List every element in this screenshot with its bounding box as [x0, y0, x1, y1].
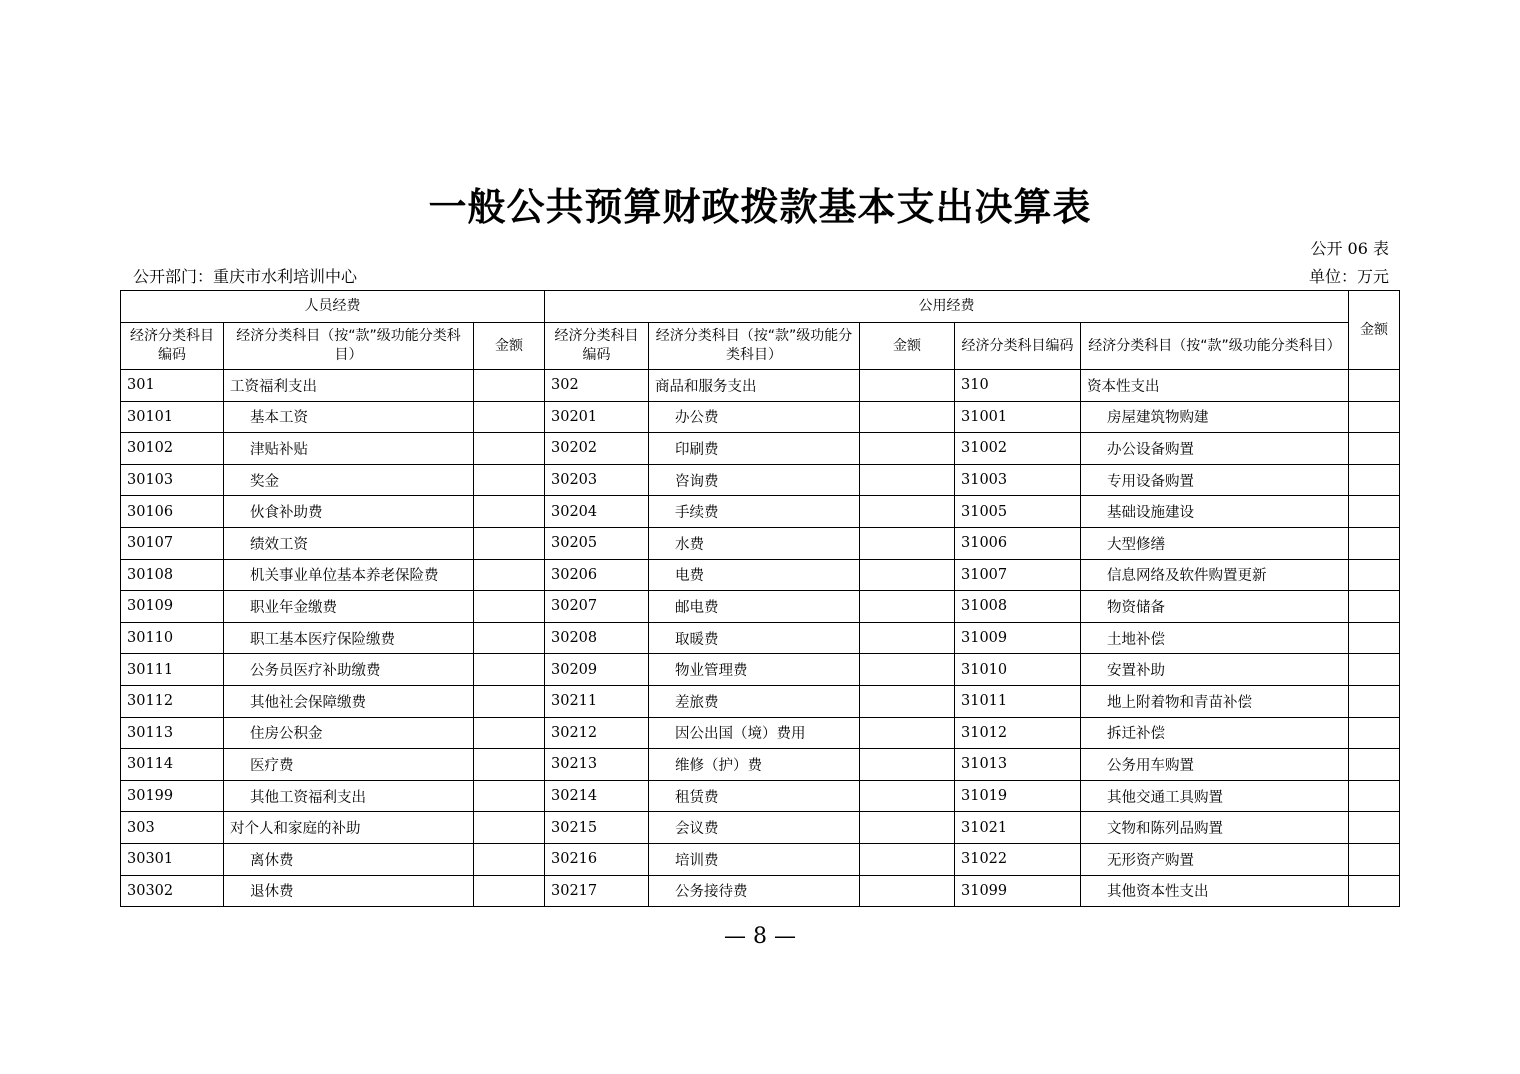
unit-label: 单位：万元 — [1308, 267, 1389, 286]
subject-cell: 拆迁补偿 — [1081, 717, 1349, 749]
amount-cell — [860, 370, 955, 402]
amount-cell — [1349, 875, 1400, 907]
amount-cell — [860, 401, 955, 433]
amount-side-header: 金额 — [1349, 291, 1400, 370]
amount-cell — [1349, 559, 1400, 591]
column-header-row — [121, 323, 1400, 370]
subject-cell: 公务用车购置 — [1081, 749, 1349, 781]
amount-cell — [1349, 843, 1400, 875]
amount-cell — [1349, 496, 1400, 528]
subject-cell: 商品和服务支出 — [649, 370, 860, 402]
code-cell: 31019 — [955, 780, 1081, 812]
subject-cell: 因公出国（境）费用 — [649, 717, 860, 749]
table-row — [121, 812, 1400, 844]
subject-cell: 电费 — [649, 559, 860, 591]
code-cell: 30203 — [545, 464, 649, 496]
subject-cell: 对个人和家庭的补助 — [224, 812, 474, 844]
amount-cell — [474, 527, 545, 559]
table-row — [121, 875, 1400, 907]
document-title: 一般公共预算财政拨款基本支出决算表 — [428, 184, 1092, 229]
code-cell: 30205 — [545, 527, 649, 559]
amount-cell — [860, 527, 955, 559]
code-cell: 31006 — [955, 527, 1081, 559]
subject-cell: 水费 — [649, 527, 860, 559]
amount-cell — [1349, 622, 1400, 654]
amount-cell — [1349, 370, 1400, 402]
code-cell: 30110 — [121, 622, 224, 654]
amount-cell — [474, 812, 545, 844]
amount-cell — [474, 717, 545, 749]
table-row — [121, 464, 1400, 496]
code-cell: 30112 — [121, 685, 224, 717]
page-number: — 8 — — [724, 924, 796, 949]
amount-cell — [860, 496, 955, 528]
code-cell: 31008 — [955, 591, 1081, 623]
subject-cell: 伙食补助费 — [224, 496, 474, 528]
code-cell: 30211 — [545, 685, 649, 717]
code-cell: 30302 — [121, 875, 224, 907]
subject-cell: 取暖费 — [649, 622, 860, 654]
table-row — [121, 843, 1400, 875]
table-body — [121, 370, 1400, 907]
code-cell: 30208 — [545, 622, 649, 654]
amount-cell — [860, 622, 955, 654]
code-cell: 302 — [545, 370, 649, 402]
amount-cell — [474, 685, 545, 717]
code-cell: 303 — [121, 812, 224, 844]
subject-cell: 土地补偿 — [1081, 622, 1349, 654]
amount-cell — [860, 433, 955, 465]
subject-cell: 基础设施建设 — [1081, 496, 1349, 528]
code-cell: 30202 — [545, 433, 649, 465]
code-cell: 30212 — [545, 717, 649, 749]
amount-header: 金额 — [474, 323, 545, 370]
personnel-header: 人员经费 — [121, 291, 545, 323]
subject-cell: 办公费 — [649, 401, 860, 433]
public-header: 公用经费 — [545, 291, 1349, 323]
amount-cell — [1349, 780, 1400, 812]
code-cell: 310 — [955, 370, 1081, 402]
subject-cell: 无形资产购置 — [1081, 843, 1349, 875]
subject-cell: 绩效工资 — [224, 527, 474, 559]
subject-cell: 文物和陈列品购置 — [1081, 812, 1349, 844]
subject-cell: 公务接待费 — [649, 875, 860, 907]
amount-cell — [474, 559, 545, 591]
subject-cell: 房屋建筑物购建 — [1081, 401, 1349, 433]
subject-cell: 其他工资福利支出 — [224, 780, 474, 812]
table-row — [121, 780, 1400, 812]
subject-cell: 退休费 — [224, 875, 474, 907]
subject-cell: 手续费 — [649, 496, 860, 528]
subject-cell: 维修（护）费 — [649, 749, 860, 781]
amount-cell — [1349, 685, 1400, 717]
amount-cell — [860, 780, 955, 812]
code-cell: 30209 — [545, 654, 649, 686]
subject-cell: 物业管理费 — [649, 654, 860, 686]
amount-cell — [860, 717, 955, 749]
code-cell: 31022 — [955, 843, 1081, 875]
code-cell: 31010 — [955, 654, 1081, 686]
code-cell: 30111 — [121, 654, 224, 686]
amount-cell — [860, 654, 955, 686]
subject-cell: 住房公积金 — [224, 717, 474, 749]
amount-cell — [1349, 527, 1400, 559]
amount-cell — [860, 812, 955, 844]
code-cell: 31005 — [955, 496, 1081, 528]
amount-cell — [1349, 591, 1400, 623]
subject-cell: 离休费 — [224, 843, 474, 875]
subject-cell: 资本性支出 — [1081, 370, 1349, 402]
code-cell: 31011 — [955, 685, 1081, 717]
amount-cell — [474, 433, 545, 465]
table-row — [121, 717, 1400, 749]
code-cell: 31002 — [955, 433, 1081, 465]
amount-cell — [474, 591, 545, 623]
form-number: 公开 06 表 — [1310, 239, 1389, 258]
table-row — [121, 749, 1400, 781]
amount-cell — [860, 843, 955, 875]
subject-cell: 地上附着物和青苗补偿 — [1081, 685, 1349, 717]
subject-cell: 其他交通工具购置 — [1081, 780, 1349, 812]
amount-cell — [1349, 401, 1400, 433]
code-header: 经济分类科目编码 — [545, 323, 649, 370]
code-cell: 30106 — [121, 496, 224, 528]
subject-cell: 职业年金缴费 — [224, 591, 474, 623]
subject-cell: 办公设备购置 — [1081, 433, 1349, 465]
subject-cell: 医疗费 — [224, 749, 474, 781]
amount-cell — [474, 843, 545, 875]
amount-cell — [860, 875, 955, 907]
subject-cell: 咨询费 — [649, 464, 860, 496]
code-cell: 301 — [121, 370, 224, 402]
code-cell: 30107 — [121, 527, 224, 559]
subject-cell: 印刷费 — [649, 433, 860, 465]
code-cell: 31013 — [955, 749, 1081, 781]
code-cell: 30109 — [121, 591, 224, 623]
amount-cell — [860, 464, 955, 496]
table-row — [121, 527, 1400, 559]
subject-cell: 邮电费 — [649, 591, 860, 623]
budget-table — [120, 290, 1400, 907]
department-label: 公开部门：重庆市水利培训中心 — [133, 267, 358, 286]
subject-cell: 专用设备购置 — [1081, 464, 1349, 496]
table-row — [121, 370, 1400, 402]
code-cell: 30102 — [121, 433, 224, 465]
amount-cell — [860, 685, 955, 717]
subject-cell: 物资储备 — [1081, 591, 1349, 623]
table-row — [121, 622, 1400, 654]
code-cell: 30113 — [121, 717, 224, 749]
amount-cell — [1349, 812, 1400, 844]
subject-cell: 会议费 — [649, 812, 860, 844]
code-cell: 31003 — [955, 464, 1081, 496]
amount-cell — [474, 749, 545, 781]
subject-cell: 津贴补贴 — [224, 433, 474, 465]
code-header: 经济分类科目编码 — [121, 323, 224, 370]
table-row — [121, 685, 1400, 717]
amount-cell — [474, 780, 545, 812]
subject-header: 经济分类科目（按“款”级功能分类科目） — [224, 323, 474, 370]
subject-header: 经济分类科目（按“款”级功能分类科目） — [649, 323, 860, 370]
table-row — [121, 559, 1400, 591]
table-row — [121, 591, 1400, 623]
subject-cell: 信息网络及软件购置更新 — [1081, 559, 1349, 591]
amount-cell — [474, 370, 545, 402]
subject-cell: 工资福利支出 — [224, 370, 474, 402]
amount-cell — [860, 749, 955, 781]
amount-header: 金额 — [860, 323, 955, 370]
code-cell: 31099 — [955, 875, 1081, 907]
code-cell: 30214 — [545, 780, 649, 812]
code-cell: 30217 — [545, 875, 649, 907]
amount-cell — [1349, 433, 1400, 465]
subject-cell: 职工基本医疗保险缴费 — [224, 622, 474, 654]
amount-cell — [1349, 464, 1400, 496]
code-cell: 30207 — [545, 591, 649, 623]
subject-cell: 公务员医疗补助缴费 — [224, 654, 474, 686]
code-cell: 31012 — [955, 717, 1081, 749]
subject-cell: 大型修缮 — [1081, 527, 1349, 559]
subject-cell: 其他资本性支出 — [1081, 875, 1349, 907]
code-cell: 31001 — [955, 401, 1081, 433]
code-cell: 30204 — [545, 496, 649, 528]
code-cell: 30301 — [121, 843, 224, 875]
table-row — [121, 433, 1400, 465]
amount-cell — [474, 496, 545, 528]
code-cell: 30216 — [545, 843, 649, 875]
table-row — [121, 401, 1400, 433]
amount-cell — [474, 622, 545, 654]
subject-cell: 奖金 — [224, 464, 474, 496]
code-cell: 30201 — [545, 401, 649, 433]
subject-cell: 租赁费 — [649, 780, 860, 812]
amount-cell — [474, 401, 545, 433]
code-header: 经济分类科目编码 — [955, 323, 1081, 370]
subject-cell: 机关事业单位基本养老保险费 — [224, 559, 474, 591]
amount-cell — [474, 464, 545, 496]
code-cell: 31009 — [955, 622, 1081, 654]
subject-cell: 其他社会保障缴费 — [224, 685, 474, 717]
code-cell: 30101 — [121, 401, 224, 433]
code-cell: 30206 — [545, 559, 649, 591]
subject-header: 经济分类科目（按“款”级功能分类科目） — [1081, 323, 1349, 370]
code-cell: 30103 — [121, 464, 224, 496]
code-cell: 30215 — [545, 812, 649, 844]
amount-cell — [860, 591, 955, 623]
table-row — [121, 654, 1400, 686]
subject-cell: 安置补助 — [1081, 654, 1349, 686]
amount-cell — [860, 559, 955, 591]
code-cell: 31021 — [955, 812, 1081, 844]
amount-cell — [1349, 717, 1400, 749]
amount-cell — [474, 875, 545, 907]
amount-cell — [474, 654, 545, 686]
code-cell: 30199 — [121, 780, 224, 812]
group-header-row — [121, 291, 1400, 323]
code-cell: 30114 — [121, 749, 224, 781]
table-row — [121, 496, 1400, 528]
code-cell: 31007 — [955, 559, 1081, 591]
code-cell: 30213 — [545, 749, 649, 781]
subject-cell: 培训费 — [649, 843, 860, 875]
subject-cell: 基本工资 — [224, 401, 474, 433]
subject-cell: 差旅费 — [649, 685, 860, 717]
amount-cell — [1349, 654, 1400, 686]
amount-cell — [1349, 749, 1400, 781]
code-cell: 30108 — [121, 559, 224, 591]
